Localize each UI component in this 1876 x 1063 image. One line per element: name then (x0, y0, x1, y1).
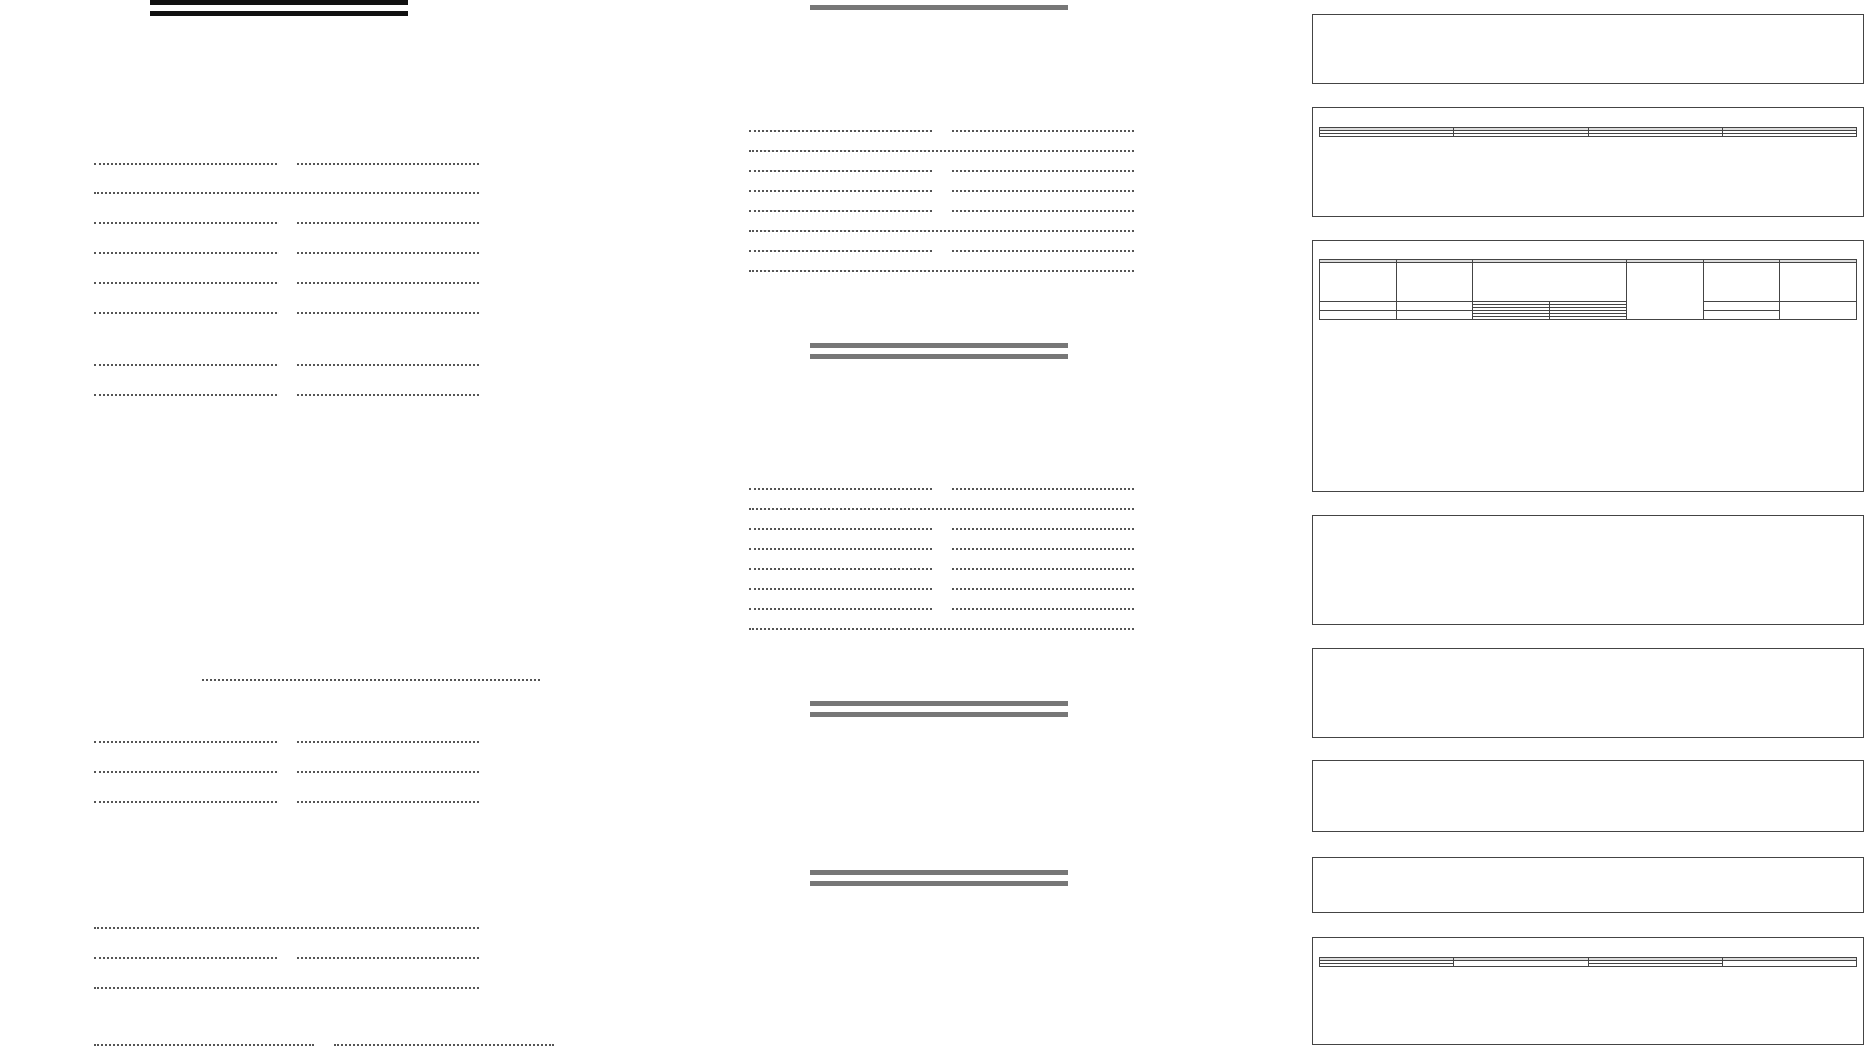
leader-dots (334, 1044, 554, 1046)
leader-dots (952, 528, 1135, 530)
leader-dots (297, 312, 480, 314)
leader-dots (297, 801, 480, 803)
service-row (655, 534, 1215, 556)
table-cell (1703, 263, 1780, 302)
table-cell (1320, 134, 1454, 137)
leader-dots (749, 508, 1134, 510)
leader-dots (297, 252, 480, 254)
table-cell (1320, 311, 1397, 320)
leader-dots (94, 927, 479, 929)
leader-dots (749, 170, 932, 172)
leader-dots (94, 222, 277, 224)
leader-dots (297, 771, 480, 773)
leader-dots (952, 190, 1135, 192)
leader-dots (952, 130, 1135, 132)
leader-dots (749, 548, 932, 550)
service-row (655, 196, 1215, 218)
praise-service-title (810, 0, 1068, 10)
announcement-family-camp (1312, 760, 1864, 832)
announcement-mission-volunteers (1312, 648, 1864, 738)
announcement-mountain-prayer (1312, 240, 1864, 492)
wednesday-prayer-title (810, 343, 1068, 359)
friday-prayer-title (810, 870, 1068, 886)
leader-dots (749, 588, 932, 590)
service-row (0, 727, 560, 749)
leader-dots (952, 588, 1135, 590)
leader-dots (297, 163, 480, 165)
table-cell (1320, 964, 1454, 967)
leader-dots (749, 150, 1134, 152)
leader-dots (749, 528, 932, 530)
service-row (0, 943, 560, 965)
service-row (0, 757, 560, 779)
table-cell (1396, 302, 1473, 311)
service-row (0, 973, 560, 995)
service-row (655, 256, 1215, 278)
leader-dots (297, 394, 480, 396)
leader-dots (94, 741, 277, 743)
table-cell (1473, 263, 1626, 302)
leader-dots (749, 210, 932, 212)
announcement-line-pair (1319, 530, 1857, 547)
leader-dots (297, 741, 480, 743)
leader-dots (952, 210, 1135, 212)
table-cell (1454, 134, 1588, 137)
table-cell (1588, 134, 1722, 137)
leader-dots (952, 568, 1135, 570)
leader-dots (94, 163, 277, 165)
dawn-prayer-title (810, 701, 1068, 717)
leader-dots (94, 771, 277, 773)
service-row (0, 238, 560, 260)
leader-dots (94, 282, 277, 284)
table-cell (1780, 302, 1857, 320)
youth-sermon-row (0, 1030, 560, 1052)
leader-dots (749, 190, 932, 192)
service-row (0, 149, 560, 171)
service-row (0, 913, 560, 935)
table-cell (1780, 263, 1857, 302)
leader-dots (749, 608, 932, 610)
leader-dots (297, 282, 480, 284)
table-cell (1396, 263, 1473, 302)
leader-dots (749, 230, 1134, 232)
service-row (0, 208, 560, 230)
table-cell (1703, 302, 1780, 311)
announcement-it-media (1312, 14, 1864, 84)
leader-dots (94, 394, 277, 396)
prayer-schedule-table (1319, 259, 1857, 320)
leader-dots (749, 488, 932, 490)
leader-dots (94, 801, 277, 803)
sunday-service-title (150, 0, 408, 16)
leader-dots (749, 628, 1134, 630)
leader-dots (749, 250, 932, 252)
service-row (0, 787, 560, 809)
announcement-bible-reading (1312, 515, 1864, 625)
table-cell (1320, 302, 1397, 311)
lecture-table (1319, 127, 1857, 137)
leader-dots (297, 364, 480, 366)
leader-dots (94, 987, 479, 989)
leader-dots (202, 679, 540, 681)
institute-table (1319, 957, 1857, 967)
service-row (655, 156, 1215, 178)
sermon-row (0, 665, 560, 687)
service-row (0, 178, 560, 200)
leader-dots (749, 270, 1134, 272)
service-row (0, 268, 560, 290)
announcement-cebc-teachers (1312, 857, 1864, 913)
service-row (655, 494, 1215, 516)
table-cell (1626, 263, 1703, 320)
service-row (655, 136, 1215, 158)
table-cell (1396, 311, 1473, 320)
service-row (655, 614, 1215, 636)
table-cell (1722, 134, 1856, 137)
table-cell (1703, 311, 1780, 320)
leader-dots (952, 548, 1135, 550)
table-cell (1588, 964, 1722, 967)
leader-dots (94, 957, 277, 959)
table-cell (1320, 263, 1397, 302)
leader-dots (297, 957, 480, 959)
leader-dots (297, 222, 480, 224)
leader-dots (94, 364, 277, 366)
service-row (655, 554, 1215, 576)
leader-dots (952, 608, 1135, 610)
service-row (655, 574, 1215, 596)
service-row (655, 236, 1215, 258)
service-row (655, 474, 1215, 496)
announcement-line-pair (1319, 547, 1857, 564)
leader-dots (94, 1044, 314, 1046)
leader-dots (94, 252, 277, 254)
table-cell (1454, 961, 1588, 967)
table-cell (1550, 317, 1627, 320)
service-row (0, 380, 560, 402)
leader-dots (94, 192, 479, 194)
service-row (0, 350, 560, 372)
leader-dots (952, 170, 1135, 172)
service-row (655, 116, 1215, 138)
table-row (1320, 134, 1857, 137)
service-row (655, 514, 1215, 536)
announcement-bible-institute (1312, 937, 1864, 1045)
service-row (655, 216, 1215, 238)
announcement-summer-lecture (1312, 107, 1864, 217)
leader-dots (749, 130, 932, 132)
table-row (1320, 263, 1857, 302)
leader-dots (952, 250, 1135, 252)
service-row (655, 176, 1215, 198)
service-row (655, 594, 1215, 616)
table-cell (1473, 317, 1550, 320)
leader-dots (952, 488, 1135, 490)
leader-dots (749, 568, 932, 570)
leader-dots (94, 312, 277, 314)
service-row (0, 298, 560, 320)
table-cell (1722, 961, 1856, 967)
